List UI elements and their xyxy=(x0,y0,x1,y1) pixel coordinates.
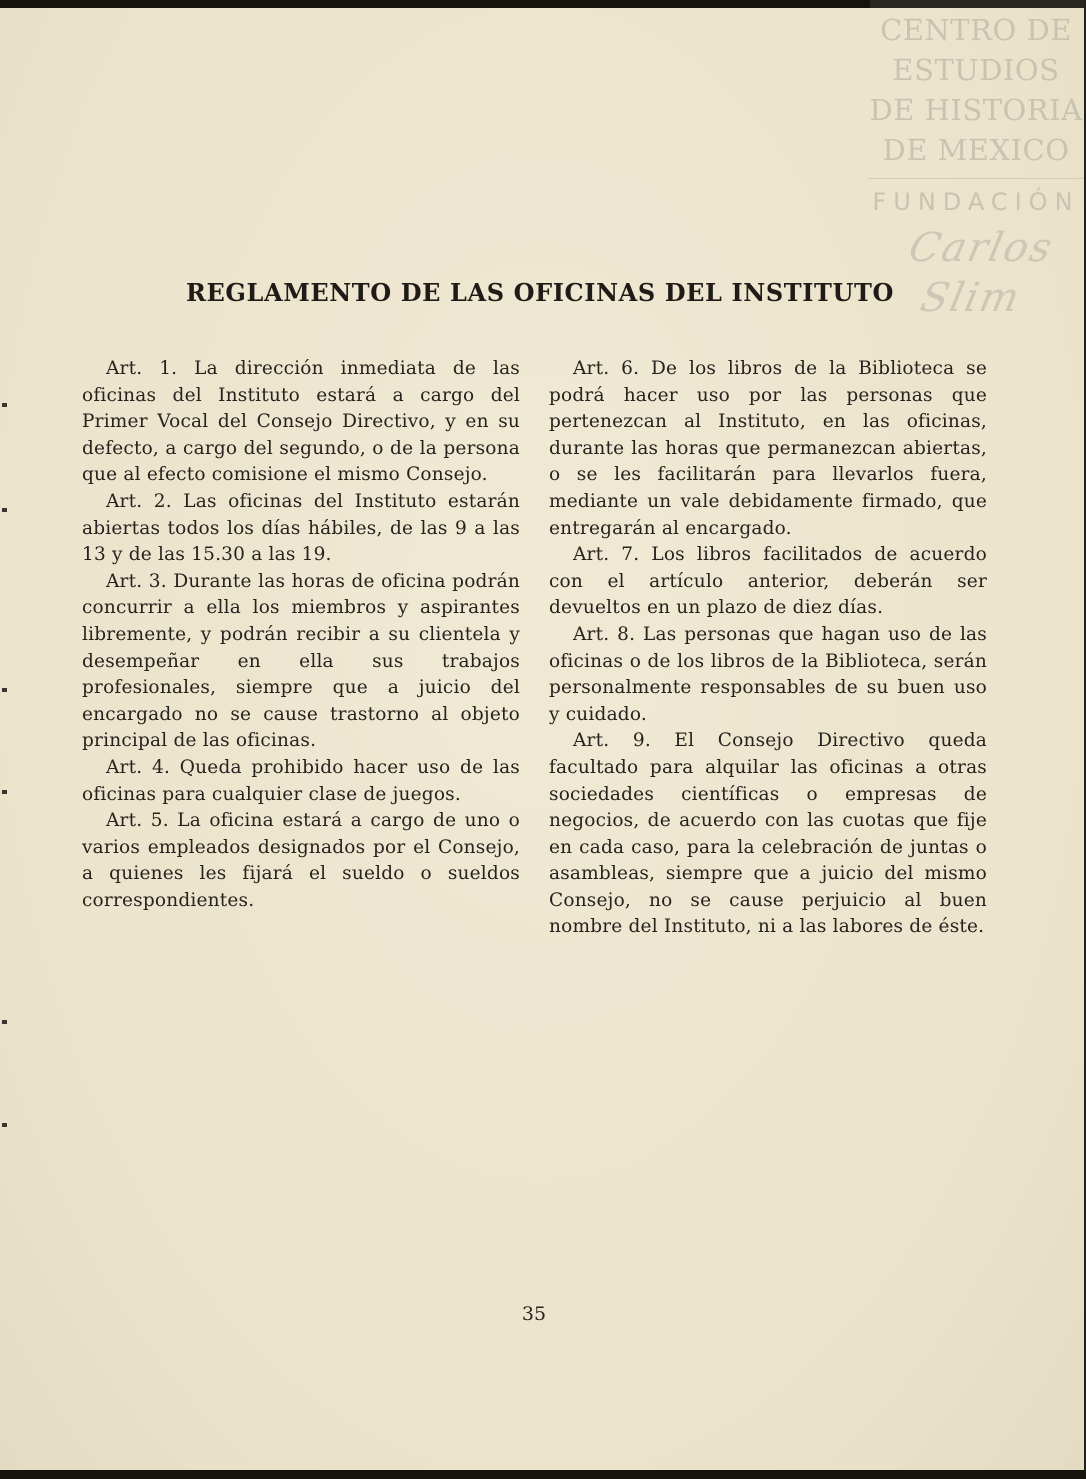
page-title: REGLAMENTO DE LAS OFICINAS DEL INSTITUTO xyxy=(185,278,894,307)
binding-mark xyxy=(2,1123,7,1127)
article-7: Art. 7. Los libros facilitados de acuerdo con el artículo anterior, deberán ser devueltos en un plazo de diez días. xyxy=(549,544,987,619)
scan-top-edge-right xyxy=(870,0,1086,8)
article-8: Art. 8. Las personas que hagan uso de las oficinas o de los libros de la Biblioteca, serán personalmente responsables de su buen uso y cuidado. xyxy=(549,623,987,725)
scan-bottom-edge xyxy=(0,1470,1086,1479)
binding-mark xyxy=(2,688,7,692)
archive-watermark xyxy=(868,13,1084,321)
watermark-line-2: ESTUDIOS xyxy=(892,53,1060,87)
binding-mark xyxy=(2,790,7,794)
article-5: Art. 5. La oficina estará a cargo de uno o varios empleados designados por el Consejo, a quienes les fijará el sueldo o sueldos correspondientes. xyxy=(82,810,520,911)
article-9: Art. 9. El Consejo Directivo queda facultado para alquilar las oficinas a otras sociedades científicas o empresas de negocios, de acuerdo con las cuotas que fije en cada caso, para la celebración de juntas o asambleas, siempre que a juicio del mismo Consejo, no se cause perjuicio al buen nombre del Instituto, ni a las labores de éste. xyxy=(549,730,987,938)
article-6: Art. 6. De los libros de la Biblioteca se podrá hacer uso por las personas que pertenezcan al Instituto, en las oficinas, durante las horas que permanezcan abiertas, o se les facilitarán para llevarlos fuera, mediante un vale debidamente firmado, que entregarán al encargado. xyxy=(549,358,987,539)
left-column xyxy=(82,356,520,914)
watermark-signature: Carlos Slim xyxy=(904,225,1058,321)
watermark-foundation: FUNDACIÓN xyxy=(872,188,1080,216)
article-4: Art. 4. Queda prohibido hacer uso de las oficinas para cualquier clase de juegos. xyxy=(82,756,520,805)
page-number: 35 xyxy=(521,1303,547,1325)
binding-mark xyxy=(2,508,7,512)
article-3: Art. 3. Durante las horas de oficina podrán concurrir a ella los miembros y aspirantes libremente, y podrán recibir a su clientela y desempeñar en ella sus trabajos profesionales, siempre que a juicio del encargado no se cause trastorno al objeto principal de las oficinas. xyxy=(82,570,520,752)
binding-mark xyxy=(2,1020,7,1024)
article-2: Art. 2. Las oficinas del Instituto estarán abiertas todos los días hábiles, de las 9 a las 13 y de las 15.30 a las 19. xyxy=(82,490,520,566)
document-page xyxy=(0,8,1084,1470)
scan-top-edge xyxy=(0,0,870,8)
watermark-line-4: DE MEXICO xyxy=(882,133,1070,167)
watermark-divider xyxy=(868,178,1084,179)
right-column xyxy=(549,356,987,941)
binding-mark xyxy=(2,403,7,407)
watermark-line-3: DE HISTORIA xyxy=(869,93,1083,127)
watermark-line-1: CENTRO DE xyxy=(880,13,1072,47)
article-1: Art. 1. La dirección inmediata de las oficinas del Instituto estará a cargo del Primer Vocal del Consejo Directivo, y en su defecto, a cargo del segundo, o de la persona que al efecto comisione el mismo Consejo. xyxy=(82,358,520,486)
